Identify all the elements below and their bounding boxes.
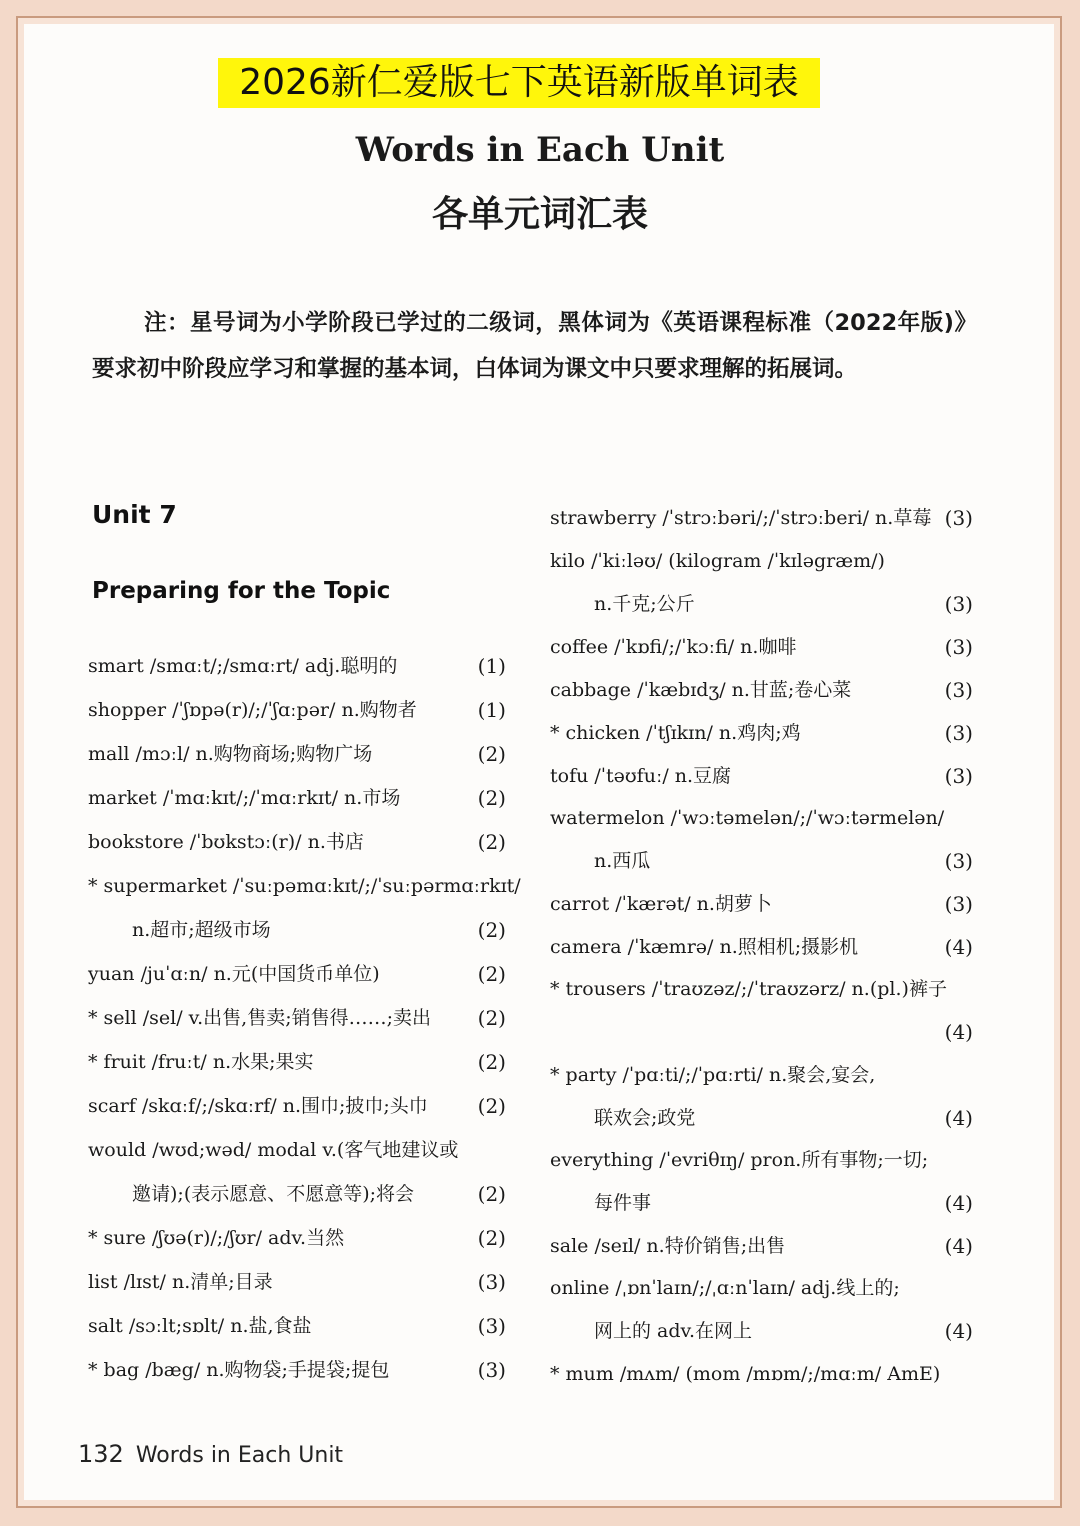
vocab-entry [550, 1057, 975, 1093]
vocab-text: tofu /ˈtəʊfuː/ n.豆腐 [550, 765, 732, 787]
lesson-number: (4) [944, 1234, 973, 1258]
lesson-number: (4) [944, 1020, 973, 1044]
vocab-text: * chicken /ˈtʃɪkɪn/ n.鸡肉;鸡 [550, 722, 801, 744]
lesson-number: (4) [944, 935, 973, 959]
vocab-entry [88, 956, 508, 992]
vocab-text: * supermarket /ˈsuːpəmɑːkɪt/;/ˈsuːpərmɑːrkɪt/ [88, 875, 521, 897]
vocab-entry-continuation [550, 1313, 975, 1349]
vocab-text: camera /ˈkæmrə/ n.照相机;摄影机 [550, 936, 859, 958]
vocab-text: * mum /mʌm/ (mom /mɒm/;/mɑːm/ AmE) [550, 1363, 941, 1385]
lesson-number: (3) [944, 892, 973, 916]
vocab-entry [88, 736, 508, 772]
vocab-text: * fruit /fruːt/ n.水果;果实 [88, 1051, 314, 1073]
vocab-entry [88, 868, 521, 904]
lesson-number: (4) [944, 1319, 973, 1343]
vocab-text: 联欢会;政党 [594, 1107, 696, 1129]
vocab-text: mall /mɔːl/ n.购物商场;购物广场 [88, 743, 373, 765]
vocab-text: * sell /sel/ v.出售,售卖;销售得……;卖出 [88, 1007, 432, 1029]
vocab-entry [550, 715, 975, 751]
lesson-number: (4) [944, 1191, 973, 1215]
lesson-number: (3) [477, 1358, 506, 1382]
lesson-number: (2) [477, 962, 506, 986]
title-english: Words in Each Unit [355, 130, 725, 170]
vocab-text: cabbage /ˈkæbɪdʒ/ n.甘蓝;卷心菜 [550, 679, 852, 701]
vocab-text: 每件事 [594, 1192, 652, 1214]
vocab-text: scarf /skɑːf/;/skɑːrf/ n.围巾;披巾;头巾 [88, 1095, 428, 1117]
lesson-number: (3) [944, 678, 973, 702]
banner-title: 2026新仁爱版七下英语新版单词表 [218, 58, 820, 108]
note-paragraph: 注：星号词为小学阶段已学过的二级词，黑体词为《英语课程标准（2022年版)》要求初中阶段应学习和掌握的基本词，白体词为课文中只要求理解的拓展词。 [92, 310, 977, 382]
lesson-number: (2) [477, 786, 506, 810]
vocab-text: * trousers /ˈtraʊzəz/;/ˈtraʊzərz/ n.(pl.)裤子 [550, 978, 947, 1000]
vocab-entry [550, 1356, 975, 1392]
lesson-number: (3) [944, 849, 973, 873]
vocab-entry [550, 1142, 975, 1178]
lesson-number: (3) [944, 506, 973, 530]
lesson-number: (1) [477, 654, 506, 678]
vocab-text: would /wʊd;wəd/ modal v.(客气地建议或 [88, 1139, 459, 1161]
vocab-text: watermelon /ˈwɔːtəmelən/;/ˈwɔːtərmelən/ [550, 807, 945, 829]
vocab-text: * bag /bæg/ n.购物袋;手提袋;提包 [88, 1359, 390, 1381]
vocab-entry [550, 800, 975, 836]
vocab-text: 邀请);(表示愿意、不愿意等);将会 [132, 1183, 415, 1205]
lesson-number: (2) [477, 1226, 506, 1250]
lesson-number: (3) [944, 592, 973, 616]
vocab-text: online /ˌɒnˈlaɪn/;/ˌɑːnˈlaɪn/ adj.线上的; [550, 1277, 900, 1299]
vocab-entry-continuation [550, 586, 975, 622]
vocab-entry [88, 648, 508, 684]
lesson-number: (2) [477, 1050, 506, 1074]
section-heading: Preparing for the Topic [92, 578, 391, 604]
vocab-text: n.西瓜 [594, 850, 651, 872]
lesson-number: (4) [944, 1106, 973, 1130]
vocab-entry [550, 929, 975, 965]
vocab-entry [550, 1270, 975, 1306]
vocab-text: * party /ˈpɑːti/;/ˈpɑːrti/ n.聚会,宴会, [550, 1064, 876, 1086]
vocab-entry-continuation [88, 1176, 508, 1212]
page-number: 132 [78, 1440, 124, 1468]
lesson-number: (2) [477, 1182, 506, 1206]
lesson-number: (2) [477, 1094, 506, 1118]
vocab-entry [88, 824, 508, 860]
vocab-entry [550, 629, 975, 665]
vocab-entry [550, 886, 975, 922]
vocab-entry [88, 780, 508, 816]
vocab-entry [550, 758, 975, 794]
vocab-text: market /ˈmɑːkɪt/;/ˈmɑːrkɪt/ n.市场 [88, 787, 401, 809]
vocab-text: bookstore /ˈbʊkstɔː(r)/ n.书店 [88, 831, 364, 853]
vocab-text: shopper /ˈʃɒpə(r)/;/ˈʃɑːpər/ n.购物者 [88, 699, 417, 721]
lesson-number: (3) [944, 635, 973, 659]
vocab-entry [88, 1000, 508, 1036]
vocab-entry [550, 971, 975, 1007]
lesson-number: (2) [477, 830, 506, 854]
vocab-entry [88, 1308, 508, 1344]
vocab-text: 网上的 adv.在网上 [594, 1320, 753, 1342]
vocab-entry [88, 1088, 508, 1124]
unit-heading: Unit 7 [92, 500, 177, 529]
vocab-entry [88, 1352, 508, 1388]
page-footer [78, 1440, 343, 1468]
vocab-text: kilo /ˈkiːləʊ/ (kilogram /ˈkɪləgræm/) [550, 550, 885, 572]
vocab-entry [550, 500, 975, 536]
vocab-text: sale /seɪl/ n.特价销售;出售 [550, 1235, 786, 1257]
vocab-text: * sure /ʃʊə(r)/;/ʃʊr/ adv.当然 [88, 1227, 345, 1249]
vocab-entry-continuation [88, 912, 508, 948]
vocab-text: smart /smɑːt/;/smɑːrt/ adj.聪明的 [88, 655, 398, 677]
vocab-entry [88, 1132, 508, 1168]
vocab-entry [88, 1220, 508, 1256]
lesson-number: (2) [477, 1006, 506, 1030]
vocab-text: n.超市;超级市场 [132, 919, 271, 941]
vocab-entry [550, 1228, 975, 1264]
lesson-number: (3) [477, 1314, 506, 1338]
vocab-entry [88, 1044, 508, 1080]
vocab-entry-continuation [550, 1014, 975, 1050]
lesson-number: (2) [477, 742, 506, 766]
vocab-entry [550, 543, 975, 579]
vocab-entry-continuation [550, 1185, 975, 1221]
lesson-number: (1) [477, 698, 506, 722]
vocab-entry-continuation [550, 843, 975, 879]
vocab-text: coffee /ˈkɒfi/;/ˈkɔːfi/ n.咖啡 [550, 636, 797, 658]
lesson-number: (2) [477, 918, 506, 942]
vocab-text: n.千克;公斤 [594, 593, 695, 615]
lesson-number: (3) [477, 1270, 506, 1294]
vocab-entry [88, 1264, 508, 1300]
vocab-entry-continuation [550, 1100, 975, 1136]
lesson-number: (3) [944, 764, 973, 788]
footer-label: Words in Each Unit [135, 1443, 344, 1468]
vocab-text: carrot /ˈkærət/ n.胡萝卜 [550, 893, 772, 915]
vocab-entry [88, 692, 508, 728]
lesson-number: (3) [944, 721, 973, 745]
vocab-text: list /lɪst/ n.清单;目录 [88, 1271, 273, 1293]
title-chinese: 各单元词汇表 [431, 193, 648, 235]
vocab-text: salt /sɔːlt;sɒlt/ n.盐,食盐 [88, 1315, 312, 1337]
vocab-text: strawberry /ˈstrɔːbəri/;/ˈstrɔːberi/ n.草莓 [550, 507, 932, 529]
vocab-text: everything /ˈevriθɪŋ/ pron.所有事物;一切; [550, 1149, 929, 1171]
vocab-entry [550, 672, 975, 708]
vocab-text: yuan /juˈɑːn/ n.元(中国货币单位) [88, 963, 380, 985]
